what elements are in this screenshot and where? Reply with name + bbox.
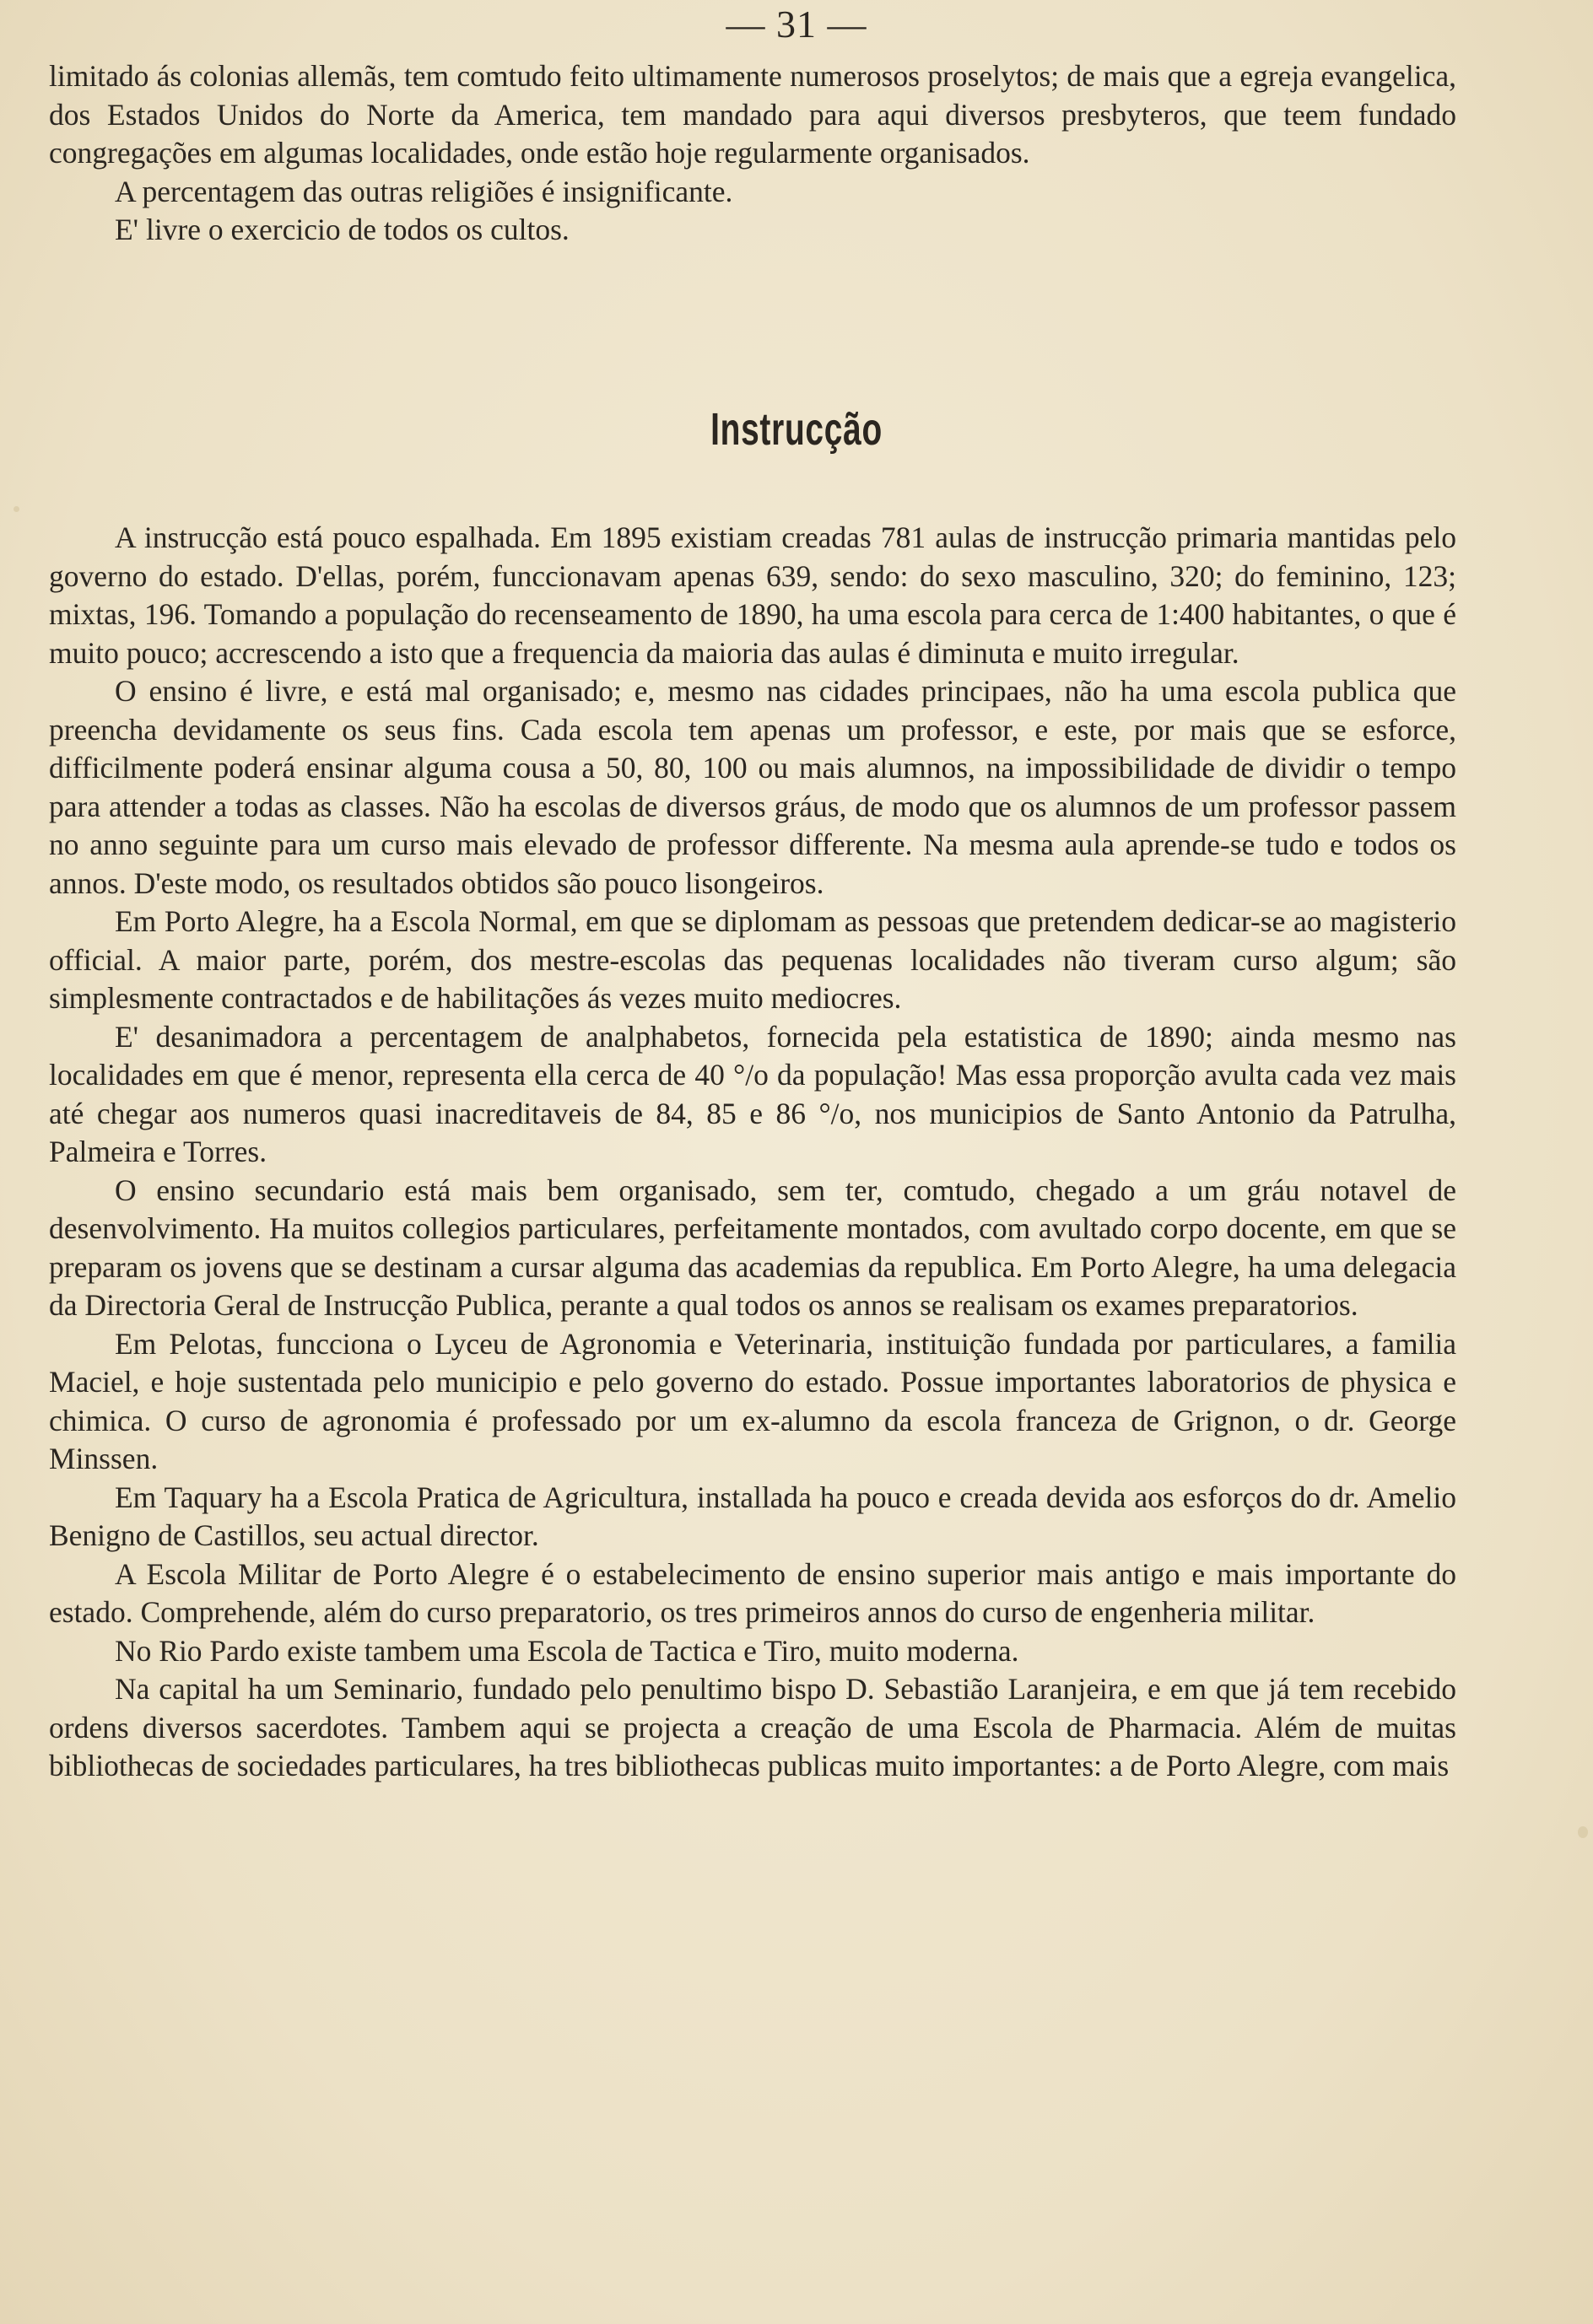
section-heading: Instrucção (710, 404, 883, 455)
paragraph: E' livre o exercicio de todos os cultos. (115, 213, 570, 246)
paragraph: O ensino é livre, e está mal organisado; e, mesmo nas cidades principaes, não ha uma escola publica que preencha devidamente os seus fins. Cada escola tem apenas um professor, e este, por mais que se esforce, difficilmente poderá ensinar alguma cousa a 50, 80, 100 ou mais alumnos, na impossibilidade de dividir o tempo para attender a todas as classes. Não ha escolas de diversos gráus, de modo que os alumnos de um professor passem no anno seguinte para um curso mais elevado de professor differente. Na mesma aula aprende-se tudo e todos os annos. D'este modo, os resultados obtidos são pouco lisongeiros. (49, 674, 1456, 900)
paragraph: No Rio Pardo existe tambem uma Escola de Tactica e Tiro, muito moderna. (115, 1633, 1019, 1668)
paragraph: E' desanimadora a percentagem de analphabetos, fornecida pela estatistica de 1890; ainda mesmo nas localidades em que é menor, representa ella cerca de 40 °/o da população! Mas essa proporção avulta cada vez mais até chegar aos numeros quasi inacreditaveis de 84, 85 e 86 °/o, nos municipios de Santo Antonio da Patrulha, Palmeira e Torres. (49, 1019, 1456, 1168)
paragraph: limitado ás colonias allemãs, tem comtudo feito ultimamente numerosos proselytos; de mais que a egreja evangelica, dos Estados Unidos do Norte da America, tem mandado para aqui diversos presbyteros, que teem fundado congregações em algumas localidades, onde estão hoje regularmente organisados. (49, 59, 1456, 170)
paragraph: A Escola Militar de Porto Alegre é o estabelecimento de ensino superior mais antigo e mais importante do estado. Comprehende, além do curso preparatorio, os tres primeiros annos do curso de engenheria militar. (49, 1556, 1456, 1629)
page-number: — 31 — (726, 3, 867, 46)
paper-blemish (14, 506, 19, 512)
paragraph: O ensino secundario está mais bem organisado, sem ter, comtudo, chegado a um gráu notavel de desenvolvimento. Ha muitos collegios particulares, perfeitamente montados, com avultado corpo docente, em que se preparam os jovens que se destinam a cursar alguma das academias da republica. Em Porto Alegre, ha uma delegacia da Directoria Geral de Instrucção Publica, perante a qual todos os annos se realisam os exames preparatorios. (49, 1173, 1456, 1322)
paragraph: Em Pelotas, funcciona o Lyceu de Agronomia e Veterinaria, instituição fundada por particulares, a familia Maciel, e hoje sustentada pelo municipio e pelo governo do estado. Possue importantes laboratorios de physica e chimica. O curso de agronomia é professado por um ex-alumno da escola franceza de Grignon, o dr. George Minssen. (49, 1326, 1456, 1475)
paragraph: Em Taquary ha a Escola Pratica de Agricultura, installada ha pouco e creada devida aos esforços do dr. Amelio Benigno de Castillos, seu actual director. (49, 1480, 1456, 1552)
paragraph: Na capital ha um Seminario, fundado pelo penultimo bispo D. Sebastião Laranjeira, e em que já tem recebido ordens diversos sacerdotes. Tambem aqui se projecta a creação de uma Escola de Pharmacia. Além de muitas bibliothecas de sociedades particulares, ha tres bibliothecas publicas muito importantes: a de Porto Alegre, com mais (49, 1672, 1456, 1782)
paper-blemish (1578, 1826, 1588, 1838)
top-text-block (49, 57, 1456, 250)
paragraph: A instrucção está pouco espalhada. Em 1895 existiam creadas 781 aulas de instrucção primaria mantidas pelo governo do estado. D'ellas, porém, funccionavam apenas 639, sendo: do sexo masculino, 320; do feminino, 123; mixtas, 196. Tomando a população do recenseamento de 1890, ha uma escola para cerca de 1:400 habitantes, o que é muito pouco; accrescendo a isto que a frequencia da maioria das aulas é diminuta e muito irregular. (49, 520, 1456, 670)
paragraph: A percentagem das outras religiões é insignificante. (115, 174, 733, 208)
paragraph: Em Porto Alegre, ha a Escola Normal, em que se diplomam as pessoas que pretendem dedicar-se ao magisterio official. A maior parte, porém, dos mestre-escolas das pequenas localidades não tiveram curso algum; são simplesmente contractados e de habilitações ás vezes muito mediocres. (49, 904, 1456, 1015)
main-text-block (49, 519, 1456, 1786)
